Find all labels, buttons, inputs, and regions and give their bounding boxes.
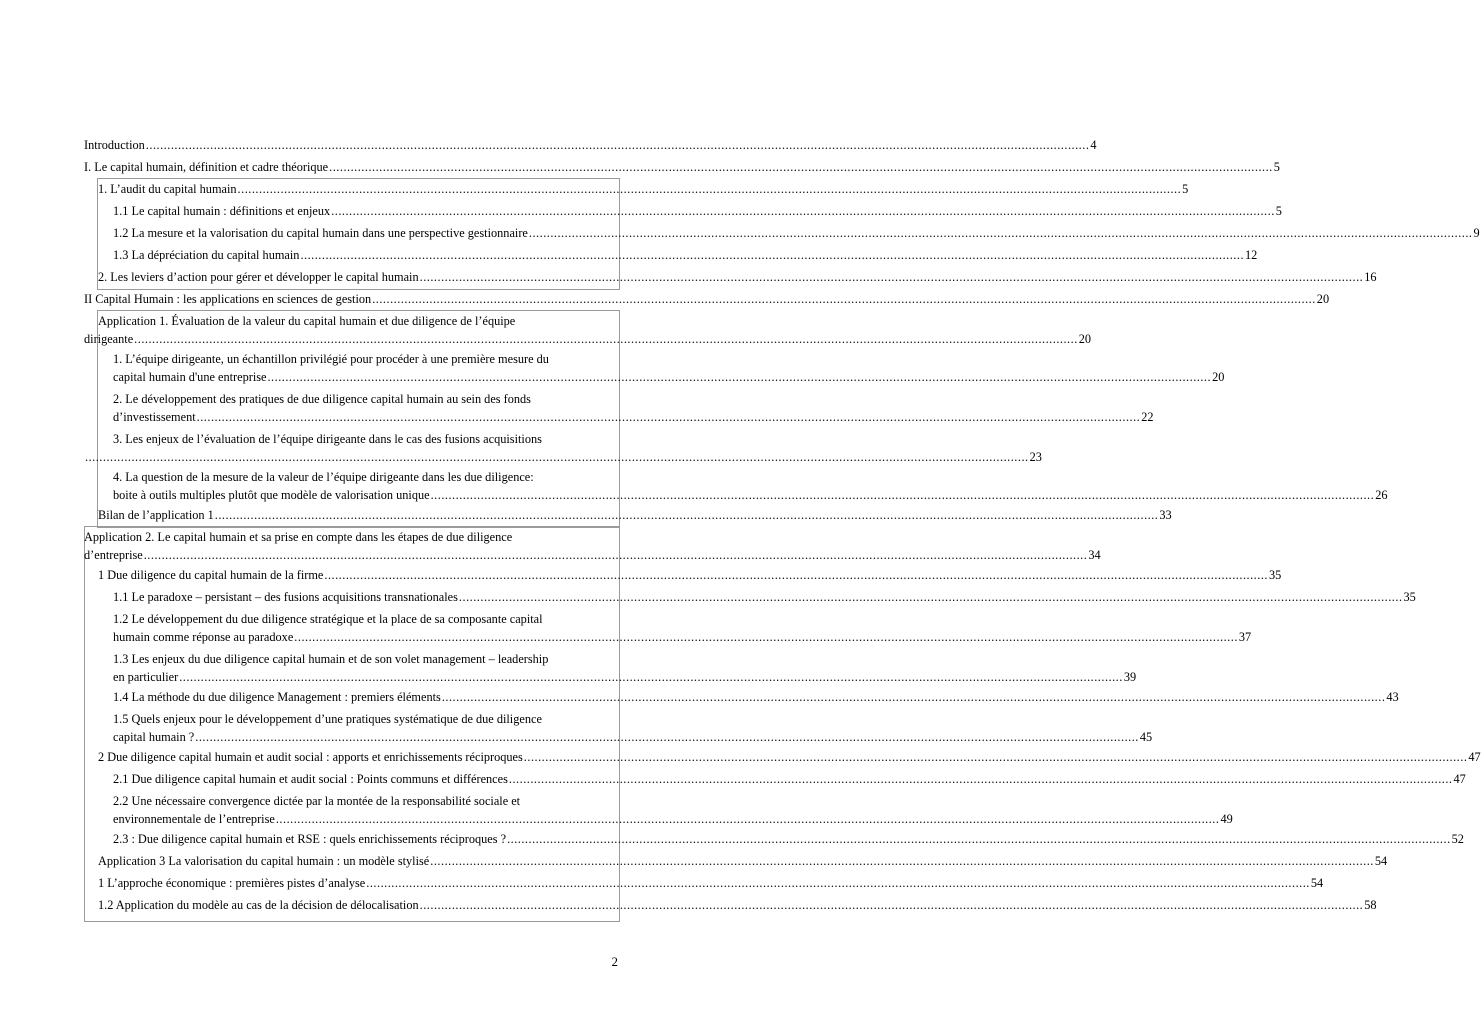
toc-entry-methode-management[interactable]: 1.4 La méthode du due diligence Management : premiers éléments ..... 43 bbox=[84, 688, 617, 706]
toc-entry-delocalisation[interactable]: 1.2 Application du modèle au cas de la décision de délocalisation ..... 58 bbox=[84, 896, 617, 914]
toc-entry-enrichissements-reciproques[interactable]: 2.3 : Due diligence capital humain et RSE : quels enrichissements réciproques ? ..... 52 bbox=[84, 830, 617, 848]
toc-entry-leviers-action[interactable]: 2. Les leviers d’action pour gérer et développer le capital humain ..... 16 bbox=[84, 268, 617, 286]
toc-entry-paradoxe[interactable]: 1.1 Le paradoxe – persistant – des fusions acquisitions transnationales ..... 35 bbox=[84, 588, 617, 606]
toc-entry-introduction[interactable]: Introduction ..... 4 bbox=[84, 136, 617, 154]
page-number: 2 bbox=[611, 954, 618, 969]
toc-entry-due-diligence-firme[interactable]: 1 Due diligence du capital humain de la firme ..... 35 bbox=[84, 566, 617, 584]
toc-entry-enjeux-leadership[interactable]: 1.3 Les enjeux du due diligence capital humain et de son volet management – leadership en particulier ..... 39 bbox=[84, 650, 617, 686]
toc-entry-due-diligence-strategique[interactable]: 1.2 Le développement du due diligence stratégique et la place de sa composante capital humain comme réponse au paradoxe ..... 37 bbox=[84, 610, 617, 646]
toc-entry-equipe-dirigeante[interactable]: 1. L’équipe dirigeante, un échantillon privilégié pour procéder à une première mesure du capital humain d'une entreprise ..... 20 bbox=[84, 350, 617, 386]
toc-entry-points-communs[interactable]: 2.1 Due diligence capital humain et audit social : Points communs et différences ..... 47 bbox=[84, 770, 617, 788]
toc-entry-part1[interactable]: I. Le capital humain, définition et cadre théorique ..... 5 bbox=[84, 158, 617, 176]
toc-entry-pratique-systematique[interactable]: 1.5 Quels enjeux pour le développement d’une pratiques systématique de due diligence capital humain ? ..... 45 bbox=[84, 710, 617, 746]
toc-entry-application-1[interactable]: Application 1. Évaluation de la valeur du capital humain et due diligence de l’équipe dirigeante ..... 20 bbox=[84, 312, 617, 348]
toc-entry-approche-economique[interactable]: 1 L’approche économique : premières pistes d’analyse ..... 54 bbox=[84, 874, 617, 892]
toc-entry-fonds-investissement[interactable]: 2. Le développement des pratiques de due diligence capital humain au sein des fonds d’investissement ..... 22 bbox=[84, 390, 617, 426]
toc-entry-definitions-enjeux[interactable]: 1.1 Le capital humain : définitions et enjeux ..... 5 bbox=[84, 202, 617, 220]
toc-entry-fusions-acquisitions[interactable]: 3. Les enjeux de l’évaluation de l’équipe dirigeante dans le cas des fusions acquisitions ..... 23 bbox=[84, 430, 617, 466]
toc-entry-mesure-valeur-equipe[interactable]: 4. La question de la mesure de la valeur de l’équipe dirigeante dans les due diligence: boite à outils multiples plutôt que modèle de valorisation unique ..... 26 bbox=[84, 468, 617, 504]
toc-entry-audit-social[interactable]: 2 Due diligence capital humain et audit social : apports et enrichissements réciproques ..... 47 bbox=[84, 748, 617, 766]
toc-entry-application-2[interactable]: Application 2. Le capital humain et sa prise en compte dans les étapes de due diligence d’entreprise ..... 34 bbox=[84, 528, 617, 564]
toc-entry-convergence-rse[interactable]: 2.2 Une nécessaire convergence dictée par la montée de la responsabilité sociale et environnementale de l’entreprise ..... 49 bbox=[84, 792, 617, 828]
toc-entry-application-3[interactable]: Application 3 La valorisation du capital humain : un modèle stylisé ..... 54 bbox=[84, 852, 617, 870]
toc-entry-depreciation[interactable]: 1.3 La dépréciation du capital humain ..... 12 bbox=[84, 246, 617, 264]
toc-entry-part2[interactable]: II Capital Humain : les applications en sciences de gestion ..... 20 bbox=[84, 290, 617, 308]
toc-entry-mesure-valorisation[interactable]: 1.2 La mesure et la valorisation du capital humain dans une perspective gestionnaire ..... 9 bbox=[84, 224, 617, 242]
toc-entry-audit-capital-humain[interactable]: 1. L’audit du capital humain ..... 5 bbox=[84, 180, 617, 198]
toc-entry-bilan-application-1[interactable]: Bilan de l’application 1 ..... 33 bbox=[84, 506, 617, 524]
